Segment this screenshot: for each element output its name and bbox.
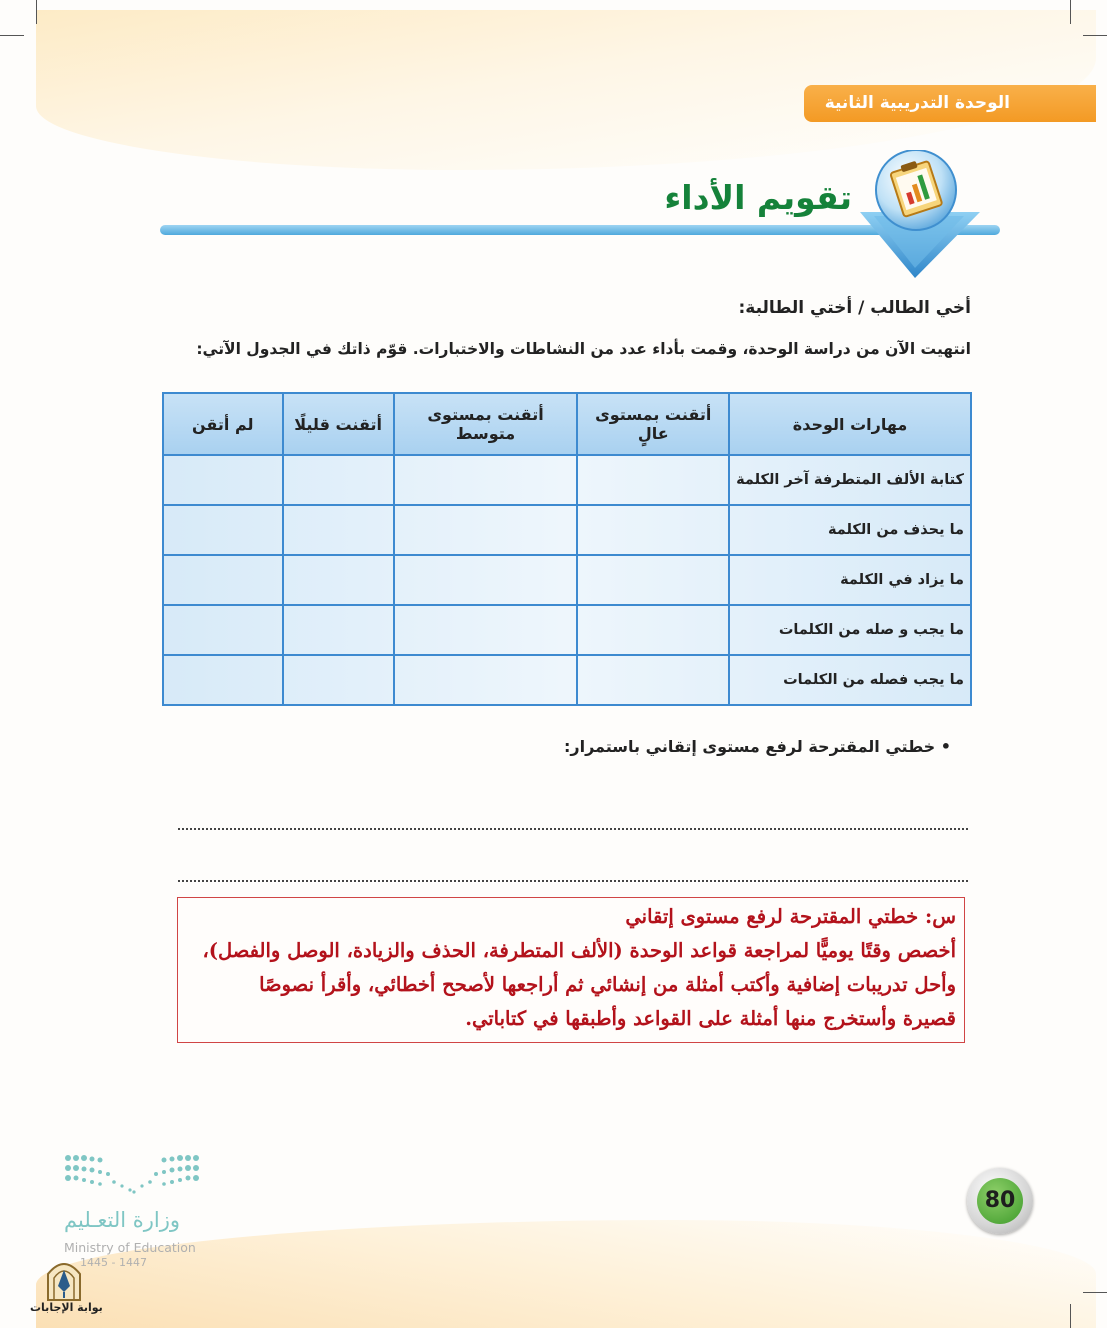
rating-cell[interactable] bbox=[163, 655, 283, 705]
rating-cell[interactable] bbox=[394, 605, 578, 655]
rating-cell[interactable] bbox=[394, 505, 578, 555]
column-header-high: أتقنت بمستوى عالٍ bbox=[577, 393, 729, 455]
greeting-text: أخي الطالب / أختي الطالبة: bbox=[738, 298, 971, 318]
rating-cell[interactable] bbox=[163, 605, 283, 655]
plan-prompt bbox=[564, 737, 951, 756]
unit-tab bbox=[804, 85, 1096, 122]
chart-clipboard-icon bbox=[860, 150, 985, 280]
portal-logo-icon[interactable] bbox=[44, 1256, 84, 1302]
column-header-medium: أتقنت بمستوى متوسط bbox=[394, 393, 578, 455]
footer-background bbox=[36, 1220, 1096, 1328]
rating-cell[interactable] bbox=[577, 505, 729, 555]
ministry-name-en: Ministry of Education bbox=[64, 1240, 196, 1255]
table-row bbox=[163, 555, 971, 605]
unit-label: الوحدة التدريبية الثانية bbox=[824, 93, 1010, 113]
rating-cell[interactable] bbox=[394, 455, 578, 505]
ministry-logo-dots bbox=[64, 1152, 200, 1200]
skill-cell: ما يجب و صله من الكلمات bbox=[729, 605, 971, 655]
rating-cell[interactable] bbox=[283, 655, 394, 705]
rating-cell[interactable] bbox=[394, 655, 578, 705]
rating-cell[interactable] bbox=[283, 505, 394, 555]
crop-mark bbox=[1083, 35, 1107, 36]
rating-cell[interactable] bbox=[394, 555, 578, 605]
crop-mark bbox=[0, 35, 24, 36]
self-assessment-table bbox=[162, 392, 972, 706]
skill-cell: ما يزاد في الكلمة bbox=[729, 555, 971, 605]
rating-cell[interactable] bbox=[577, 555, 729, 605]
column-header-skills: مهارات الوحدة bbox=[729, 393, 971, 455]
skill-cell: ما يحذف من الكلمة bbox=[729, 505, 971, 555]
crop-mark bbox=[1070, 1304, 1071, 1328]
crop-mark bbox=[36, 0, 37, 24]
skill-cell: ما يجب فصله من الكلمات bbox=[729, 655, 971, 705]
instruction-text: انتهيت الآن من دراسة الوحدة، وقمت بأداء عدد من النشاطات والاختبارات. قوّم ذاتك في الجدول الآتي: bbox=[196, 340, 971, 358]
table-row bbox=[163, 505, 971, 555]
answer-line: أخصص وقتًا يوميًّا لمراجعة قواعد الوحدة (الألف المتطرفة، الحذف والزيادة، الوصل والفصل)، bbox=[202, 939, 956, 962]
answer-line: وأحل تدريبات إضافية وأكتب أمثلة من إنشائي ثم أراجعها لأصحح أخطائي، وأقرأ نصوصًا bbox=[259, 973, 956, 996]
answer-line: قصيرة وأستخرج منها أمثلة على القواعد وأطبقها في كتاباتي. bbox=[465, 1007, 956, 1030]
page-number-badge bbox=[967, 1168, 1033, 1234]
page-number: 80 bbox=[977, 1178, 1023, 1224]
rating-cell[interactable] bbox=[577, 605, 729, 655]
column-header-not-mastered: لم أتقن bbox=[163, 393, 283, 455]
ministry-name-ar: وزارة التعـليم bbox=[64, 1208, 181, 1232]
table-row bbox=[163, 655, 971, 705]
table-row bbox=[163, 455, 971, 505]
rating-cell[interactable] bbox=[283, 455, 394, 505]
rating-cell[interactable] bbox=[163, 555, 283, 605]
crop-mark bbox=[1083, 1292, 1107, 1293]
portal-label[interactable]: بوابة الإجابات bbox=[30, 1301, 103, 1314]
table-header-row bbox=[163, 393, 971, 455]
rating-cell[interactable] bbox=[283, 605, 394, 655]
bullet: • bbox=[940, 737, 951, 756]
answer-line-2[interactable] bbox=[178, 880, 968, 882]
crop-mark bbox=[1070, 0, 1071, 24]
rating-cell[interactable] bbox=[283, 555, 394, 605]
skill-cell: كتابة الألف المتطرفة آخر الكلمة bbox=[729, 455, 971, 505]
edition-years: 1445 - 1447 bbox=[80, 1256, 147, 1269]
rating-cell[interactable] bbox=[577, 655, 729, 705]
answer-question: س: خطتي المقترحة لرفع مستوى إتقاني bbox=[625, 905, 956, 928]
table-row bbox=[163, 605, 971, 655]
rating-cell[interactable] bbox=[577, 455, 729, 505]
column-header-little: أتقنت قليلًا bbox=[283, 393, 394, 455]
section-title: تقويم الأداء bbox=[664, 178, 852, 217]
rating-cell[interactable] bbox=[163, 505, 283, 555]
answer-box bbox=[177, 897, 965, 1043]
plan-label: خطتي المقترحة لرفع مستوى إتقاني باستمرار: bbox=[564, 737, 936, 756]
answer-line-1[interactable] bbox=[178, 828, 968, 830]
rating-cell[interactable] bbox=[163, 455, 283, 505]
